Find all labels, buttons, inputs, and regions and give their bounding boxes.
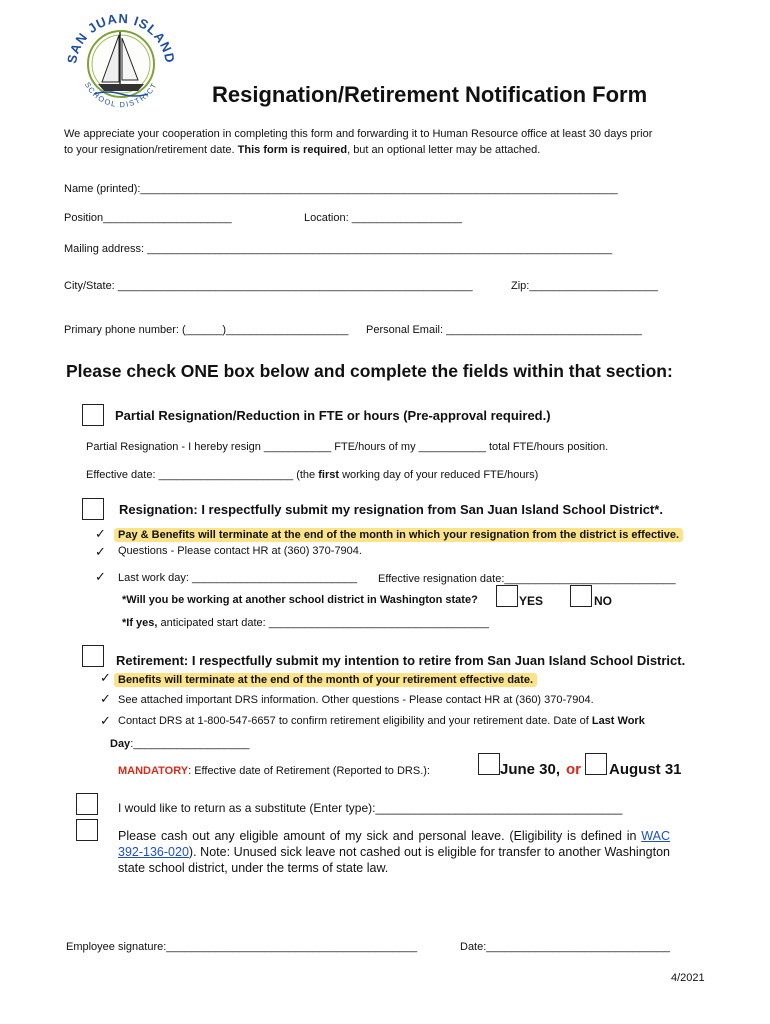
date-field[interactable]: Date:______________________________ <box>460 941 670 953</box>
resignation-checkbox[interactable] <box>82 498 104 520</box>
page-title: Resignation/Retirement Notification Form <box>212 82 648 107</box>
pay-benefits-note: Pay & Benefits will terminate at the end of the month in which your resignation from the district is effective. <box>114 525 683 543</box>
effective-resignation-date-field[interactable]: Effective resignation date:____________________________ <box>378 573 676 585</box>
last-work-day-retirement-field[interactable]: Day:___________________ <box>110 738 250 750</box>
mandatory-retirement-date: MANDATORY: Effective date of Retirement (Reported to DRS.): <box>118 765 430 777</box>
phone-field[interactable]: Primary phone number: (______)____________________ <box>64 324 349 336</box>
questions-note: Questions - Please contact HR at (360) 370-7904. <box>118 545 362 557</box>
logo-sub-text: SCHOOL DISTRICT <box>82 80 160 110</box>
check-icon: ✓ <box>95 526 106 541</box>
mailing-address-field[interactable]: Mailing address: ____________________________________________________________________________ <box>64 243 613 255</box>
retirement-heading: Retirement: I respectfully submit my intention to retire from San Juan Island School District. <box>116 653 686 668</box>
no-label: NO <box>594 594 612 608</box>
position-field[interactable]: Position_____________________ <box>64 212 232 224</box>
cash-out-checkbox[interactable] <box>76 819 98 841</box>
resignation-heading: Resignation: I respectfully submit my resignation from San Juan Island School District*. <box>119 502 663 517</box>
district-logo <box>62 4 180 116</box>
june-30-label: June 30, <box>500 761 561 778</box>
intro-line-1: We appreciate your cooperation in completing this form and forwarding it to Human Resource office at least 30 days prior <box>64 128 653 140</box>
zip-field[interactable]: Zip:_____________________ <box>511 280 658 292</box>
check-icon: ✓ <box>95 569 106 584</box>
last-work-day-field[interactable]: Last work day: ___________________________ <box>118 572 358 584</box>
check-icon: ✓ <box>100 691 111 706</box>
start-date-field[interactable]: *If yes, anticipated start date: ____________________________________ <box>122 617 489 629</box>
signature-field[interactable]: Employee signature:_________________________________________ <box>66 941 418 953</box>
substitute-field[interactable]: I would like to return as a substitute (Enter type):_____________________________________ <box>118 801 623 815</box>
email-field[interactable]: Personal Email: ________________________________ <box>366 324 642 336</box>
check-icon: ✓ <box>100 670 111 685</box>
drs-info-note: See attached important DRS information. Other questions - Please contact HR at (360) 370-7904. <box>118 694 594 706</box>
intro-line-2: to your resignation/retirement date. This form is required, but an optional letter may be attached. <box>64 144 541 156</box>
form-version: 4/2021 <box>671 972 705 984</box>
contact-drs-note: Contact DRS at 1-800-547-6657 to confirm retirement eligibility and your retirement date. Date of Last Work <box>118 715 645 727</box>
partial-heading: Partial Resignation/Reduction in FTE or hours (Pre-approval required.) <box>115 408 551 423</box>
city-state-field[interactable]: City/State: __________________________________________________________ <box>64 280 473 292</box>
check-icon: ✓ <box>100 713 111 728</box>
partial-resign-line[interactable]: Partial Resignation - I hereby resign ___________ FTE/hours of my ___________ total FTE/hours position. <box>86 441 609 453</box>
another-district-question: *Will you be working at another school district in Washington state? <box>122 594 478 606</box>
substitute-checkbox[interactable] <box>76 793 98 815</box>
check-icon: ✓ <box>95 544 106 559</box>
august-31-label: August 31 <box>609 761 682 778</box>
june-30-checkbox[interactable] <box>478 753 500 775</box>
location-field[interactable]: Location: __________________ <box>304 212 462 224</box>
retirement-checkbox[interactable] <box>82 645 104 667</box>
logo-arc-text: SAN JUAN ISLAND <box>64 10 178 65</box>
instruction-heading: Please check ONE box below and complete the fields within that section: <box>66 361 673 381</box>
wac-link[interactable]: WAC 392-136-020 <box>118 829 670 859</box>
august-31-checkbox[interactable] <box>585 753 607 775</box>
partial-effective-date[interactable]: Effective date: ______________________ (the first working day of your reduced FTE/hours) <box>86 469 539 481</box>
yes-checkbox[interactable] <box>496 585 518 607</box>
cash-out-paragraph: Please cash out any eligible amount of my sick and personal leave. (Eligibility is defined in WAC 392-136-020). Note: Unused sick leave not cashed out is eligible for transfer to another Washington state school district, under the terms of state law. <box>118 829 670 875</box>
name-field[interactable]: Name (printed):______________________________________________________________________________ <box>64 183 618 195</box>
benefits-note: Benefits will terminate at the end of the month of your retirement effective date. <box>114 670 537 688</box>
or-label: or <box>566 761 581 778</box>
no-checkbox[interactable] <box>570 585 592 607</box>
partial-checkbox[interactable] <box>82 404 104 426</box>
yes-label: YES <box>519 594 544 608</box>
